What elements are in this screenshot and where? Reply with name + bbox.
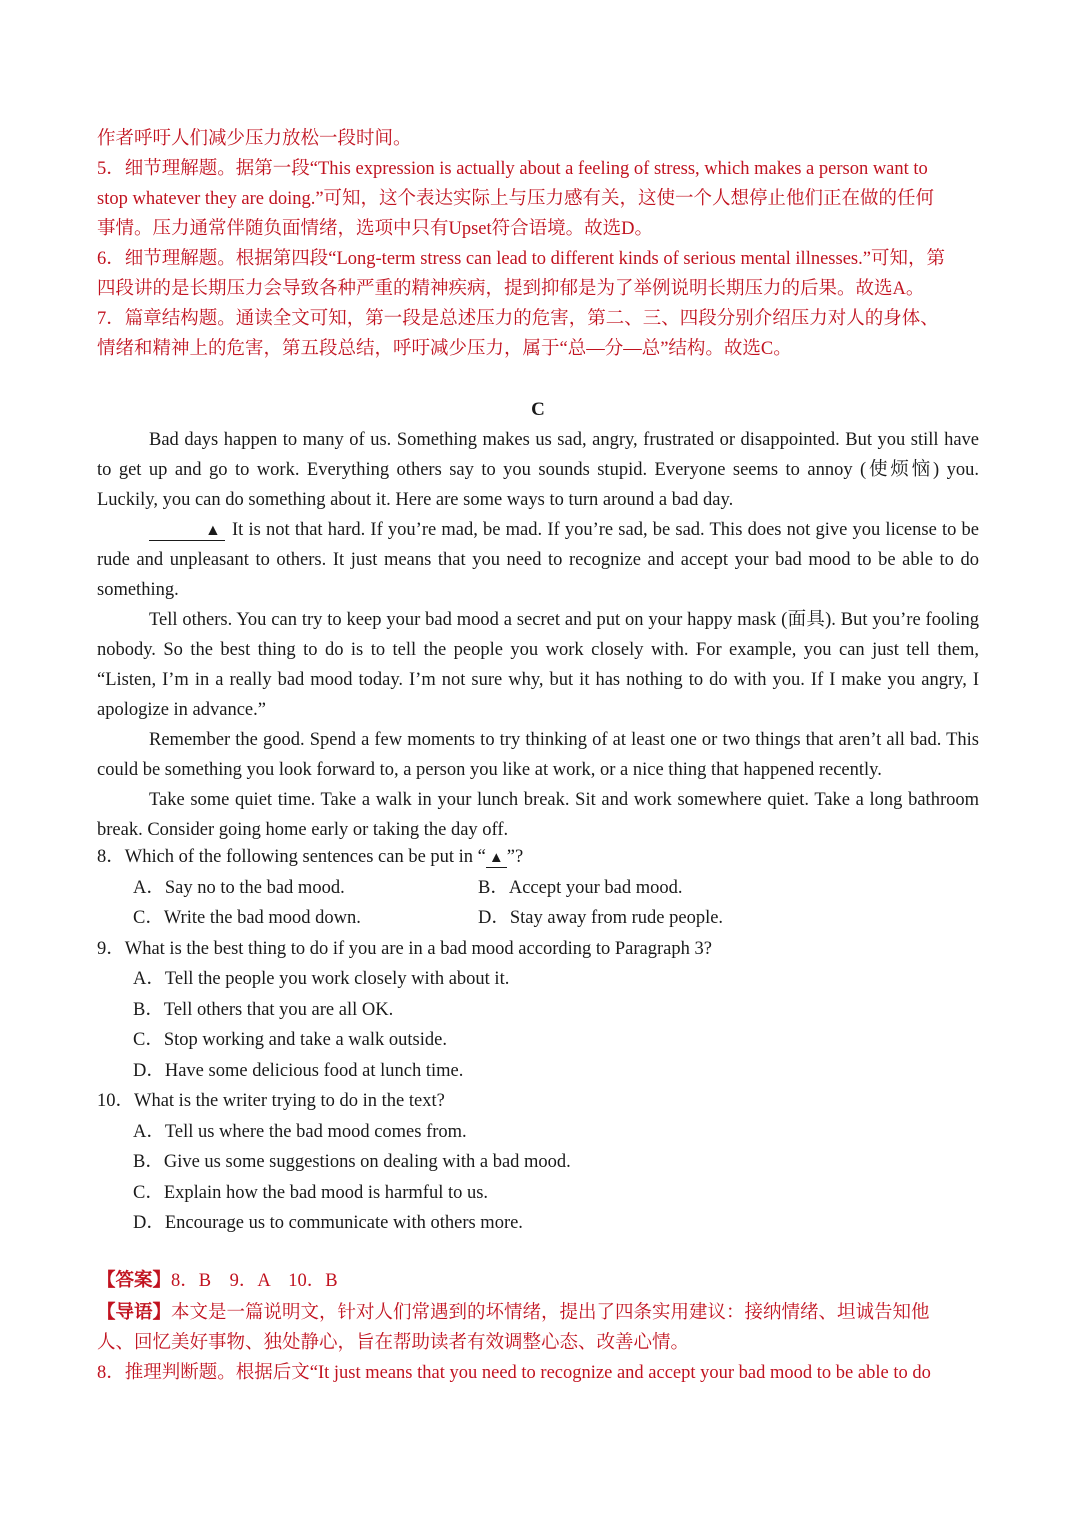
passage-paragraph-1: Bad days happen to many of us. Something makes us sad, angry, frustrated or disappointed. But you still have to get up and go to work. Everything others say to you sounds stupid. Everyone seems to annoy (使烦恼) you. Luckily, you can do something about it. Here are some ways to turn around a bad day. [97,430,979,510]
passage-paragraph-2 [97,515,979,605]
guide-text-1: 本文是一篇说明文，针对人们常遇到的坏情绪，提出了四条实用建议：接纳情绪、坦诚告知他 [171,1303,930,1323]
analysis-line: 四段讲的是长期压力会导致各种严重的精神疾病，提到抑郁是为了举例说明长期压力的后果。故选A。 [97,279,925,299]
analysis-line: 情绪和精神上的危害，第五段总结，呼吁减少压力，属于“总—分—总”结构。故选C。 [97,339,792,359]
q8-analysis-line: 8．推理判断题。根据后文“It just means that you need to recognize and accept your bad mood to be able to do [97,1363,931,1383]
option-10d: D．Encourage us to communicate with others more. [133,1213,523,1233]
option-9d: D．Have some delicious food at lunch time. [133,1060,464,1081]
answer-line [97,1266,979,1296]
question-10-stem: 10．What is the writer trying to do in the text? [97,1091,445,1111]
blank-marker: ▲ [486,849,507,868]
blank-marker: ▲ [149,522,225,541]
answer-values: 8．B 9．A 10．B [171,1271,338,1291]
question-9-stem: 9．What is the best thing to do if you are in a bad mood according to Paragraph 3? [97,938,712,959]
guide-line-2: 人、回忆美好事物、独处静心，旨在帮助读者有效调整心态、改善心情。 [97,1333,690,1353]
prev-analysis-block [97,124,979,364]
paragraph-2-text: It is not that hard. If you’re mad, be mad. If you’re sad, be sad. This does not give you license to be rude and unpleasant to others. It just means that you need to recognize and accept your bad mood to be able to do something. [97,520,979,600]
option-9a: A．Tell the people you work closely with about it. [133,969,510,989]
analysis-line: stop whatever they are doing.”可知，这个表达实际上与压力感有关，这使一个人想停止他们正在做的任何 [97,189,935,209]
question-8-text: 8．Which of the following sentences can be put in “ [97,847,486,867]
option-10b: B．Give us some suggestions on dealing with a bad mood. [133,1152,571,1172]
option-10c: C．Explain how the bad mood is harmful to us. [133,1182,489,1203]
option-8a: A．Say no to the bad mood. [133,877,345,898]
guide-label: 【导语】 [97,1303,172,1323]
option-9b: B．Tell others that you are all OK. [133,999,394,1020]
option-8b: B．Accept your bad mood. [478,877,683,898]
passage-paragraph-5: Take some quiet time. Take a walk in your lunch break. Sit and work somewhere quiet. Take a long bathroom break. Consider going home early or taking the day off. [97,790,979,840]
passage-block [97,395,979,845]
option-8d: D．Stay away from rude people. [478,908,724,928]
analysis-line: 7．篇章结构题。通读全文可知，第一段是总述压力的危害，第二、三、四段分别介绍压力对人的身体、 [97,309,939,329]
questions-block [97,842,979,1239]
answer-label: 【答案】 [97,1271,172,1291]
passage-paragraph-3: Tell others. You can try to keep your bad mood a secret and put on your happy mask (面具). But you’re fooling nobody. So the best thing to do is to tell the people you work closely with. For example, you can just tell them, “Listen, I’m in a really bad mood today. I’m not sure why, but it has nothing to do with you. If I make you angry, I apologize in advance.” [97,610,979,720]
analysis-line: 作者呼吁人们减少压力放松一段时间。 [97,129,412,149]
option-10a: A．Tell us where the bad mood comes from. [133,1121,467,1142]
answer-block [97,1266,979,1388]
question-8-text-end: ”? [506,847,524,867]
guide-line-1 [97,1298,979,1328]
analysis-line: 事情。压力通常伴随负面情绪，选项中只有Upset符合语境。故选D。 [97,219,654,239]
question-8-options-row [97,903,979,934]
option-9c: C．Stop working and take a walk outside. [133,1030,447,1050]
analysis-line: 5．细节理解题。据第一段“This expression is actually about a feeling of stress, which makes a person want to [97,159,928,179]
analysis-line: 6．细节理解题。根据第四段“Long-term stress can lead to different kinds of serious mental illnesses.”可知，第 [97,249,945,269]
question-8-options-row [97,873,979,904]
passage-paragraph-4: Remember the good. Spend a few moments to try thinking of at least one or two things that aren’t all bad. This could be something you look forward to, a person you like at work, or a nice thing that happened recently. [97,730,979,780]
passage-title: C [531,399,545,420]
question-8-stem [97,842,979,873]
option-8c: C．Write the bad mood down. [133,908,361,928]
